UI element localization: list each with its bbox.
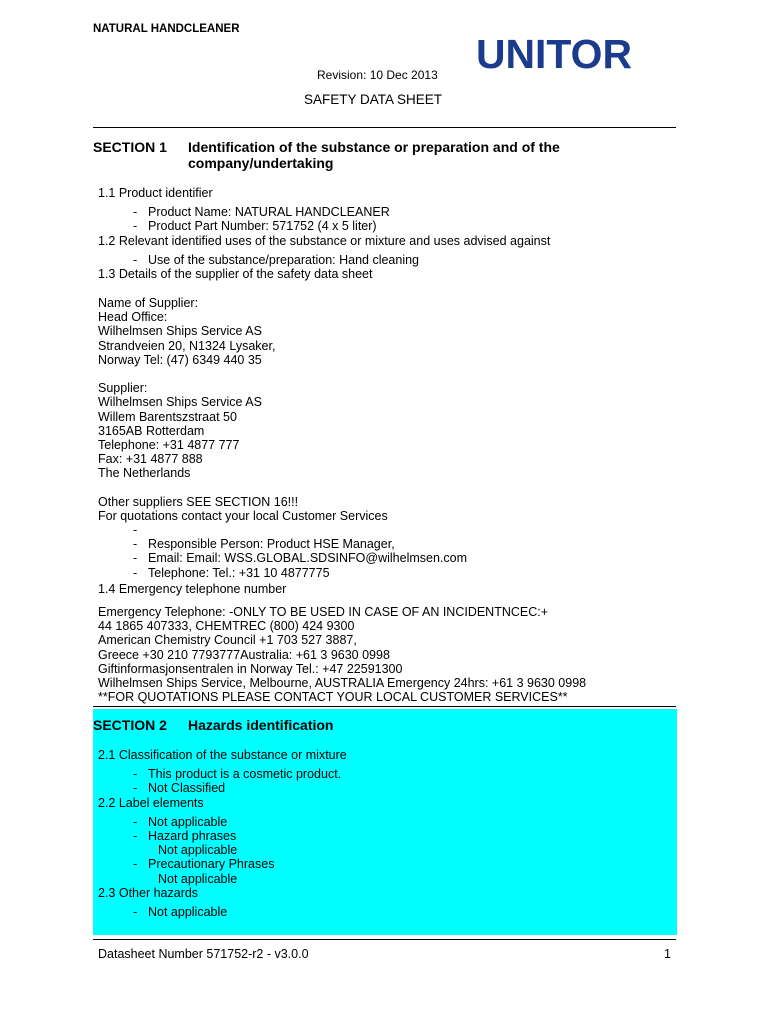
document-title: SAFETY DATA SHEET xyxy=(304,92,443,107)
list-item: - Not applicable xyxy=(133,904,228,919)
list-item: - Product Name: NATURAL HANDCLEANER xyxy=(133,205,390,220)
text-line: 3165AB Rotterdam xyxy=(98,423,205,438)
text-line: Supplier: xyxy=(98,381,148,396)
text-line: **FOR QUOTATIONS PLEASE CONTACT YOUR LOCAL CUSTOMER SERVICES** xyxy=(98,690,568,705)
text-line: For quotations contact your local Customer Services xyxy=(98,508,388,523)
list-item: - Responsible Person: Product HSE Manager, xyxy=(133,537,395,552)
list-item: - Product Part Number: 571752 (4 x 5 liter) xyxy=(133,219,377,234)
text-line: Wilhelmsen Ships Service AS xyxy=(98,324,262,339)
text-line: Strandveien 20, N1324 Lysaker, xyxy=(98,338,276,353)
subsection-heading: 2.2 Label elements xyxy=(98,795,204,810)
section2-number: SECTION 2 xyxy=(93,717,167,733)
subsection-heading: 1.2 Relevant identified uses of the substance or mixture and uses advised against xyxy=(98,233,551,248)
text-line: Wilhelmsen Ships Service, Melbourne, AUSTRALIA Emergency 24hrs: +61 3 9630 0998 xyxy=(98,675,587,690)
spacer xyxy=(98,480,467,494)
subsection-heading: 2.3 Other hazards xyxy=(98,885,199,900)
section1-heading xyxy=(93,139,608,171)
text-line: Other suppliers SEE SECTION 16!!! xyxy=(98,494,299,509)
list-item: - Email: Email: WSS.GLOBAL.SDSINFO@wilhelmsen.com xyxy=(133,551,468,566)
text-line: Name of Supplier: xyxy=(98,296,199,310)
text-line: Telephone: +31 4877 777 xyxy=(98,437,240,452)
list-item: - Precautionary Phrases xyxy=(133,857,275,872)
list-item: - This product is a cosmetic product. xyxy=(133,767,342,782)
section2-heading xyxy=(93,717,608,733)
list-item: - Use of the substance/preparation: Hand cleaning xyxy=(133,252,420,267)
subsection-heading: 1.1 Product identifier xyxy=(98,186,213,200)
section1-body-a xyxy=(98,186,550,281)
section2-body xyxy=(98,748,347,919)
supplier-block xyxy=(98,296,467,596)
spacer xyxy=(98,367,467,381)
emergency-block xyxy=(98,605,586,704)
list-item: - Not applicable xyxy=(133,814,228,829)
text-line: Fax: +31 4877 888 xyxy=(98,452,203,467)
page-number: 1 xyxy=(664,947,671,961)
subsection-heading: 1.4 Emergency telephone number xyxy=(98,581,287,596)
list-item: - xyxy=(133,523,138,537)
subsection-heading: 1.3 Details of the supplier of the safety data sheet xyxy=(98,266,373,281)
text-line: Greece +30 210 7793777Australia: +61 3 9630 0998 xyxy=(98,647,390,662)
text-line: 44 1865 407333, CHEMTREC (800) 424 9300 xyxy=(98,619,355,634)
revision-date: Revision: 10 Dec 2013 xyxy=(317,68,438,82)
datasheet-number: Datasheet Number 571752-r2 - v3.0.0 xyxy=(98,947,309,961)
text-line: Norway Tel: (47) 6349 440 35 xyxy=(98,352,262,367)
text-line: The Netherlands xyxy=(98,466,191,481)
text-line: American Chemistry Council +1 703 527 3887, xyxy=(98,633,357,648)
text-line: Not applicable xyxy=(158,871,238,886)
divider xyxy=(93,706,676,707)
list-item: - Telephone: Tel.: +31 10 4877775 xyxy=(133,565,330,580)
text-line: Emergency Telephone: -ONLY TO BE USED IN CASE OF AN INCIDENTNCEC:+ xyxy=(98,605,549,619)
section1-number: SECTION 1 xyxy=(93,139,167,155)
list-item: - Not Classified xyxy=(133,781,226,796)
list-item: - Hazard phrases xyxy=(133,828,237,843)
section1-title: Identification of the substance or preparation and of the company/undertaking xyxy=(188,139,560,171)
product-title: NATURAL HANDCLEANER xyxy=(93,23,240,35)
logo-text: UNITOR xyxy=(476,32,632,72)
unitor-logo xyxy=(476,32,634,77)
text-line: Head Office: xyxy=(98,310,168,325)
text-line: Giftinformasjonsentralen in Norway Tel.: +47 22591300 xyxy=(98,661,403,676)
footer-divider xyxy=(93,939,676,940)
section2-title: Hazards identification xyxy=(188,717,334,733)
text-line: Willem Barentszstraat 50 xyxy=(98,409,237,424)
subsection-heading: 2.1 Classification of the substance or mixture xyxy=(98,748,347,762)
text-line: Wilhelmsen Ships Service AS xyxy=(98,395,262,410)
divider xyxy=(93,127,676,128)
text-line: Not applicable xyxy=(158,843,238,858)
